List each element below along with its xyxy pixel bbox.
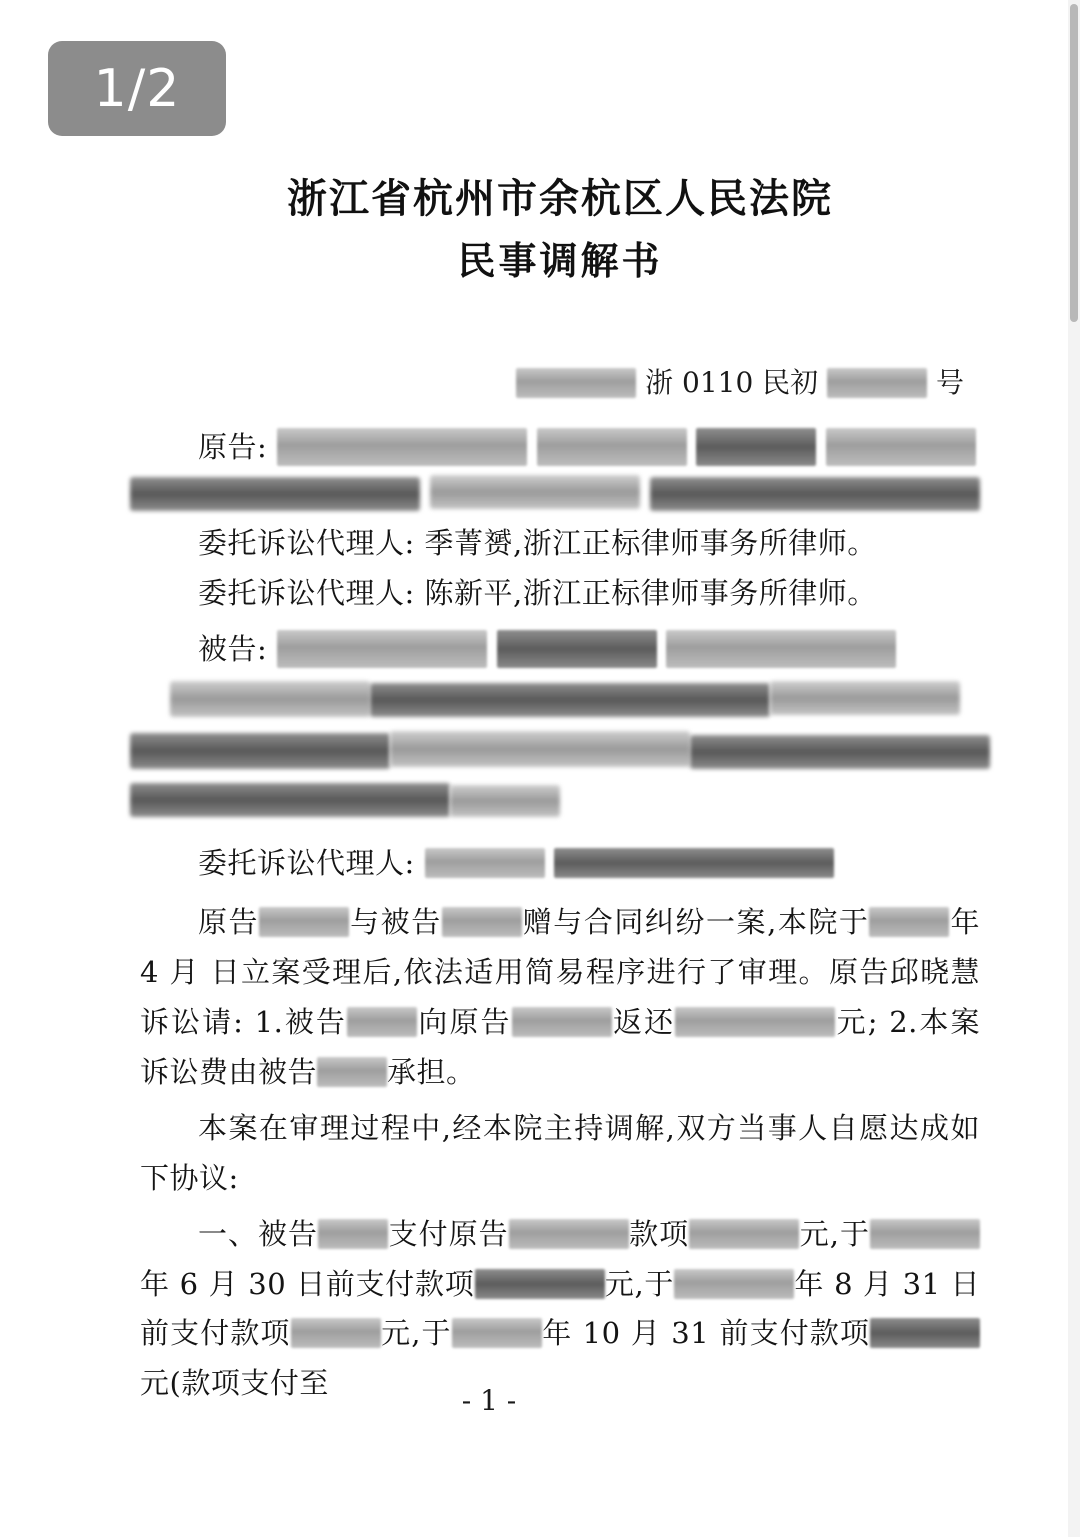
redaction-bar (277, 630, 487, 668)
case-number-suffix: 号 (935, 366, 964, 399)
plaintiff-line (140, 423, 980, 473)
redacted-text-band (140, 727, 980, 779)
redaction-bar (690, 735, 990, 769)
redaction-bar (666, 630, 896, 668)
plaintiff-label: 原告: (198, 430, 268, 464)
redaction-bar (554, 848, 834, 878)
case-summary-paragraph (140, 898, 980, 1098)
redaction-bar (497, 630, 657, 668)
redaction-bar (870, 1219, 980, 1249)
case-number-text: 浙 0110 民初 (645, 366, 819, 399)
mediation-paragraph: 本案在审理过程中,经本院主持调解,双方当事人自愿达成如下协议: (140, 1110, 980, 1195)
redaction-bar (650, 477, 980, 511)
defendant-agent-line (140, 839, 980, 889)
redaction-bar (827, 368, 927, 398)
redaction-bar (390, 731, 690, 767)
redaction-bar (452, 1318, 542, 1348)
defendant-line (140, 625, 980, 675)
page-indicator-badge: 1/2 (48, 41, 226, 136)
redaction-bar (130, 783, 450, 817)
court-name-title: 浙江省杭州市余杭区人民法院 (287, 175, 833, 222)
paragraph-text: 元(款项支付至 (140, 1366, 329, 1401)
agent-line-2: 委托诉讼代理人: 陈新平,浙江正标律师事务所律师。 (198, 575, 877, 610)
redaction-bar (291, 1318, 381, 1348)
scrollbar-thumb[interactable] (1070, 4, 1078, 322)
redaction-bar (516, 368, 636, 398)
redaction-bar (318, 1219, 388, 1249)
paragraph-text: 向原告 (416, 1005, 512, 1040)
paragraph-text: 承担。 (387, 1055, 476, 1089)
redaction-bar (425, 848, 545, 878)
redacted-text-band (140, 779, 980, 829)
paragraph-text: 支付原告 (388, 1216, 509, 1251)
paragraph-text: 与被告 (349, 905, 442, 940)
redaction-bar (317, 1057, 387, 1087)
defendant-label: 被告: (198, 631, 268, 666)
redaction-bar (347, 1007, 417, 1037)
redaction-bar (509, 1219, 629, 1249)
paragraph-text: 元; 2.本案诉讼费由被告 (140, 1005, 980, 1089)
redaction-bar (430, 475, 640, 509)
agreement-item-1 (140, 1210, 980, 1410)
document-body (140, 170, 980, 1409)
page-footer-number: - 1 - (461, 1384, 517, 1417)
vertical-scrollbar[interactable] (1068, 0, 1080, 1537)
redaction-bar (370, 683, 770, 717)
redaction-bar (689, 1219, 799, 1249)
redaction-bar (674, 1269, 794, 1299)
paragraph-text: 返还 (611, 1005, 676, 1040)
paragraph-text: 年 8 月 31 日前支付款项 (140, 1266, 980, 1351)
paragraph-text: 一、被告 (198, 1216, 319, 1251)
redaction-bar (475, 1269, 605, 1299)
paragraph-text: 元,于 (380, 1316, 452, 1351)
redaction-bar (277, 428, 527, 466)
agent-line-1: 委托诉讼代理人: 季菁赟,浙江正标律师事务所律师。 (198, 525, 877, 560)
agent-label: 委托诉讼代理人: (198, 845, 415, 880)
paragraph-text: 元,于 (799, 1216, 870, 1251)
redacted-text-band (140, 473, 980, 519)
case-number-line (140, 361, 980, 401)
paragraph-text: 元,于 (604, 1266, 675, 1301)
redaction-bar (130, 733, 390, 769)
redaction-bar (442, 907, 522, 937)
redaction-bar (259, 907, 349, 937)
redaction-bar (450, 785, 560, 817)
paragraph-text: 年 6 月 30 日前支付款项 (140, 1266, 475, 1301)
document-type-title: 民事调解书 (457, 238, 663, 283)
paragraph-text: 款项 (628, 1216, 690, 1251)
paragraph-text: 年 4 月 (140, 905, 980, 990)
redaction-bar (537, 428, 687, 466)
redacted-text-band (140, 675, 980, 727)
redaction-bar (869, 907, 949, 937)
paragraph-text: 原告 (198, 905, 260, 940)
redaction-bar (826, 428, 976, 466)
redaction-bar (696, 428, 816, 466)
redaction-bar (870, 1318, 980, 1348)
redaction-bar (130, 477, 420, 511)
paragraph-text: 年 10 月 31 前支付款项 (541, 1316, 870, 1351)
paragraph-text: 赠与合同纠纷一案,本院于 (521, 905, 870, 940)
redaction-bar (170, 681, 370, 717)
redaction-bar (675, 1007, 835, 1037)
redaction-bar (512, 1007, 612, 1037)
redaction-bar (770, 681, 960, 715)
paragraph-text: 日立案受理后,依法适用简易程序进行了审理。原告邱晓慧诉讼请: 1.被告 (140, 955, 980, 1040)
